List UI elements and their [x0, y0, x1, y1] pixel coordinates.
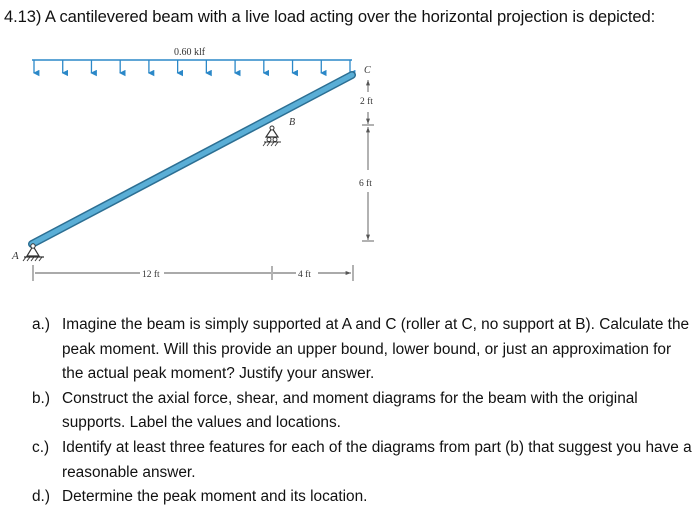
question-a [32, 313, 696, 387]
label-A: A [12, 250, 19, 262]
question-list [32, 313, 696, 510]
roller-support-B [263, 126, 281, 146]
label-C: C [364, 65, 371, 76]
question-d-label: d.) [32, 488, 50, 506]
question-b-text: Construct the axial force, shear, and moment diagrams for the beam with the original supports. Label the values and locations. [62, 389, 638, 432]
load-arrows [34, 60, 350, 73]
question-d-text: Determine the peak moment and its location. [62, 488, 368, 506]
beam-body [32, 75, 352, 244]
question-c [32, 436, 696, 485]
question-a-label: a.) [32, 316, 50, 333]
dim-horizontal-12ft: 12 ft [142, 270, 160, 280]
dim-vertical-6ft: 6 ft [359, 179, 372, 189]
question-b [32, 387, 696, 436]
dim-horizontal-4ft: 4 ft [298, 270, 311, 280]
label-B: B [289, 117, 296, 128]
question-d [32, 485, 696, 510]
question-c-label: c.) [32, 438, 50, 456]
question-a-text: Imagine the beam is simply supported at A and C (roller at C, no support at B). Calculate the peak moment. Will this provide an upper bound, lower bound, or just an approximation for the actual peak moment? Justify your answer. [62, 316, 690, 383]
question-c-text: Identify at least three features for each of the diagrams from part (b) that suggest you have a reasonable answer. [62, 438, 692, 481]
problem-title: 4.13) A cantilevered beam with a live load acting over the horizontal projection is depicted: [4, 7, 656, 26]
dim-vertical-2ft: 2 ft [360, 97, 373, 107]
distributed-load [32, 47, 352, 73]
pin-support-A [23, 244, 44, 261]
load-label: 0.60 klf [174, 47, 206, 58]
question-b-label: b.) [32, 389, 50, 407]
inclined-beam [32, 75, 352, 244]
